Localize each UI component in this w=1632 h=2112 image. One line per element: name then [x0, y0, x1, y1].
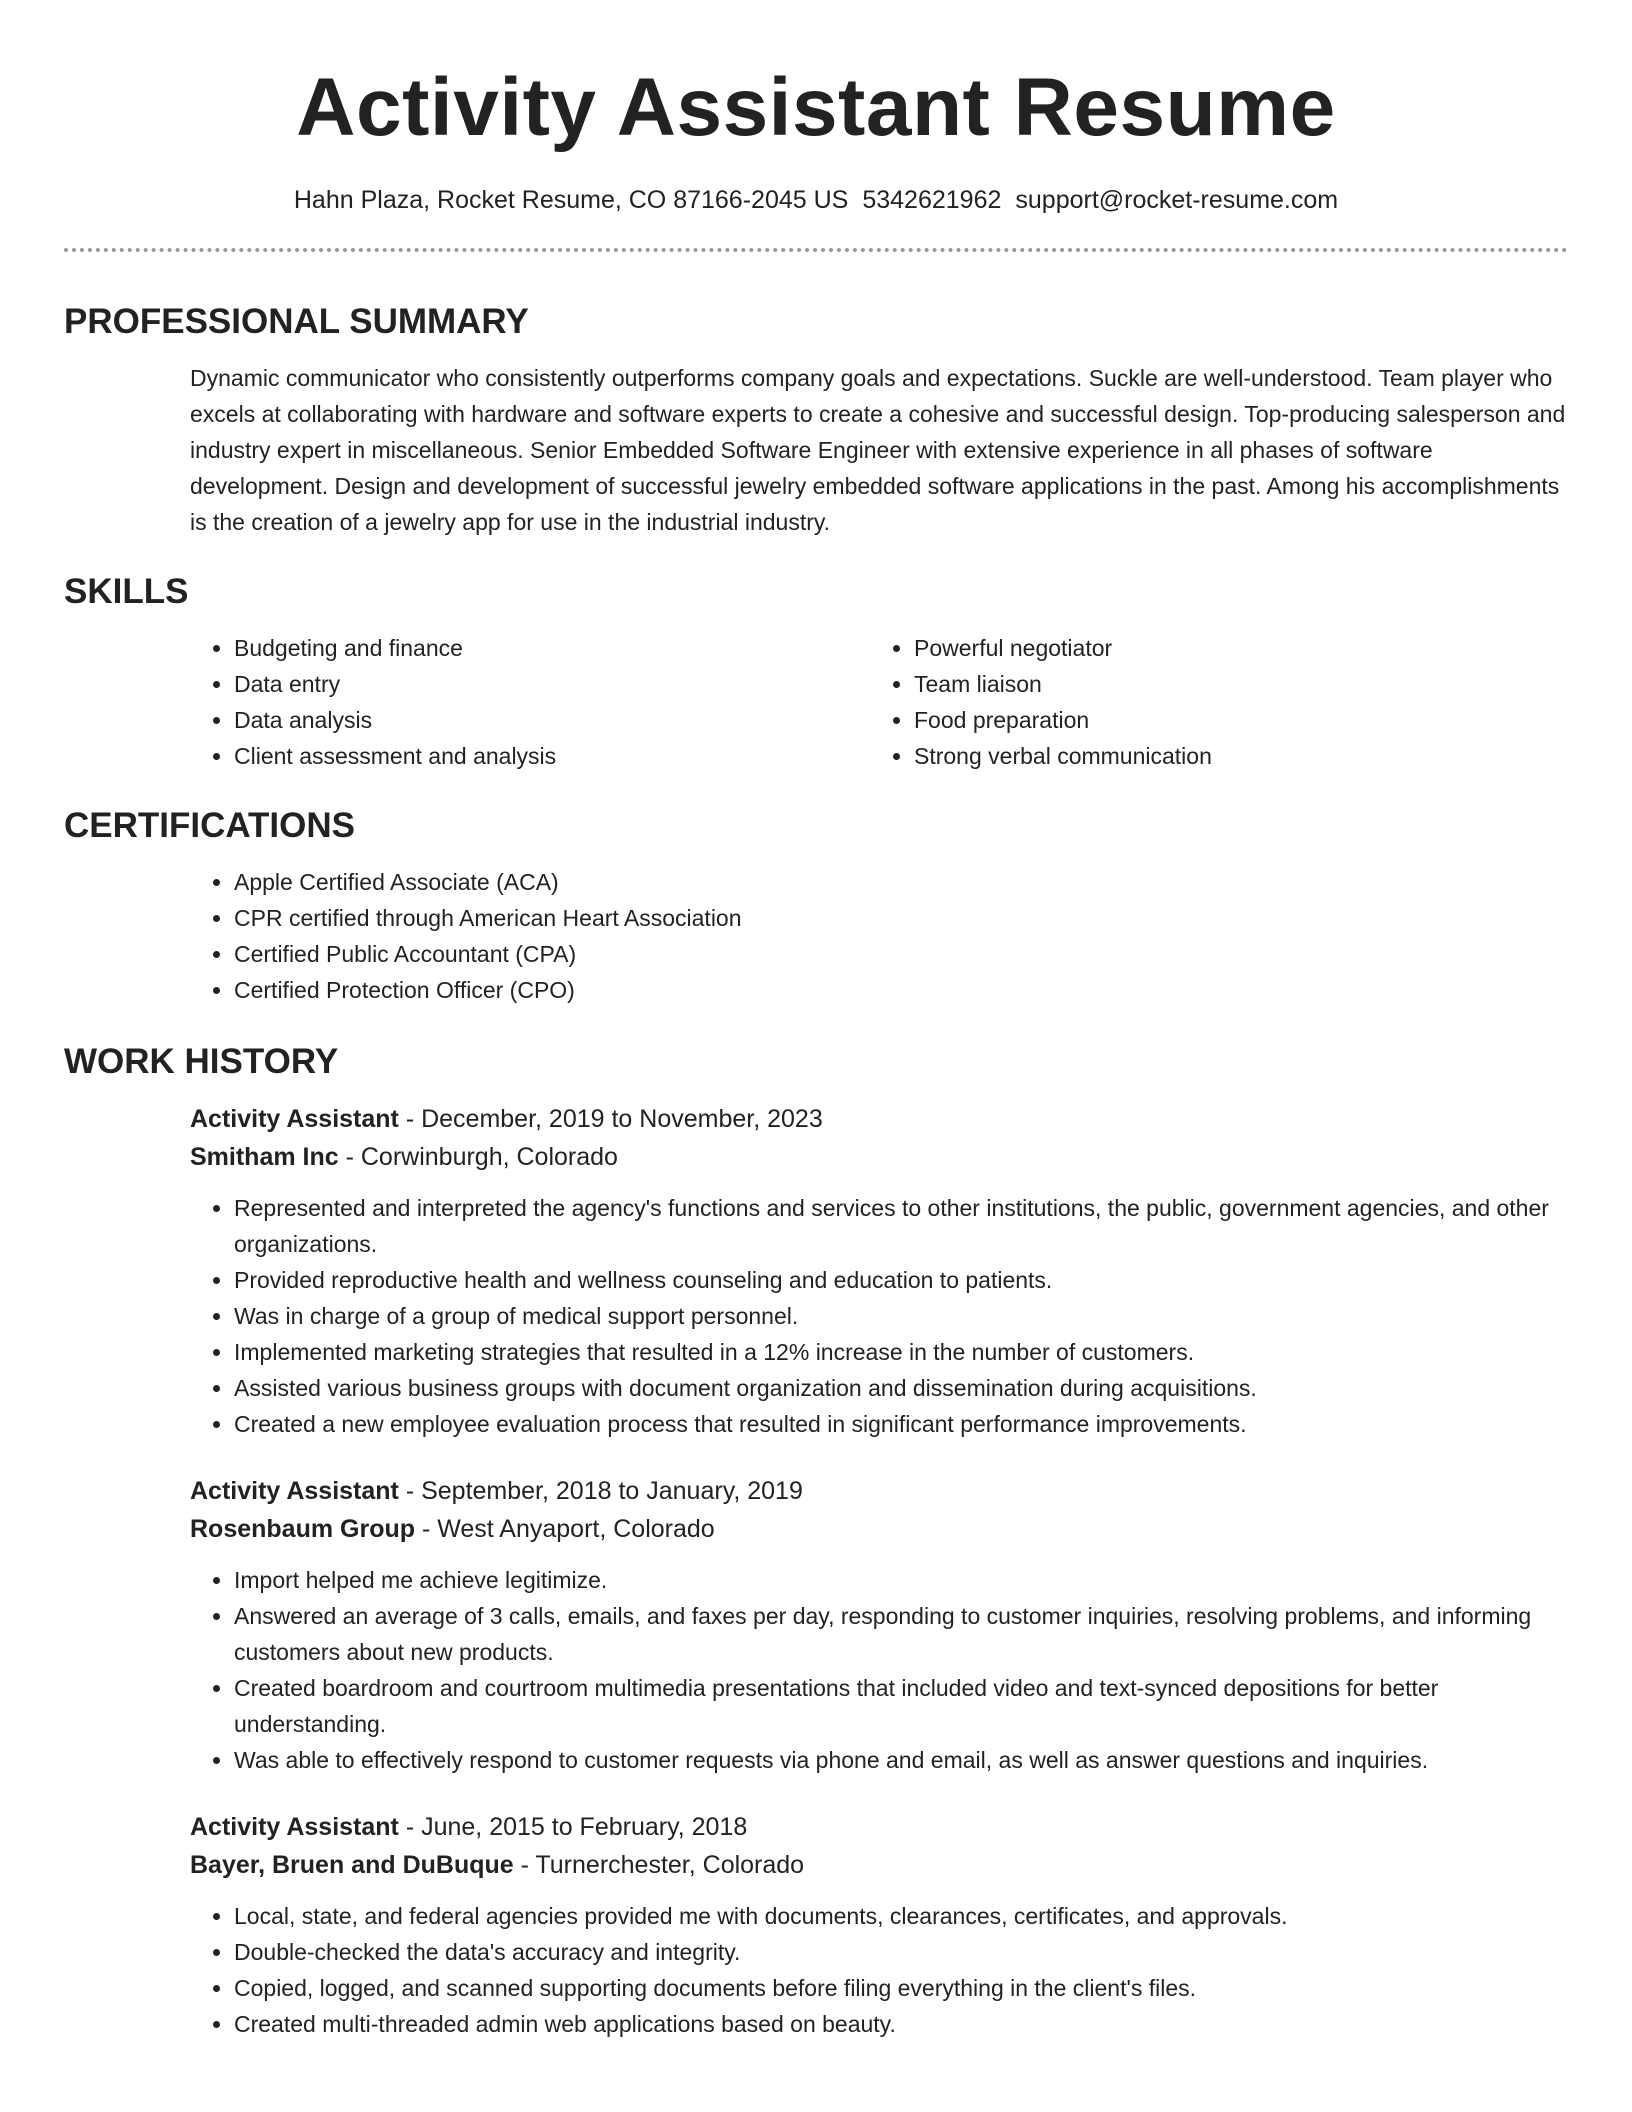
- skills-section: [64, 570, 1568, 774]
- job-location: - Corwinburgh, Colorado: [338, 1143, 618, 1171]
- certifications-section: [64, 804, 1568, 1008]
- job-bullet: • Local, state, and federal agencies provided me with documents, clearances, certificates, and approvals.: [234, 1898, 1568, 1934]
- job-title: Activity Assistant: [190, 1477, 399, 1505]
- skill-item: • Team liaison: [914, 666, 1550, 702]
- certification-item: • CPR certified through American Heart Association: [234, 900, 1568, 936]
- job-dates: - December, 2019 to November, 2023: [398, 1105, 823, 1133]
- job-company-line: [190, 1846, 1568, 1884]
- skill-item: • Data analysis: [234, 702, 870, 738]
- job-bullets: [190, 1898, 1568, 2042]
- job-company: Bayer, Bruen and DuBuque: [190, 1851, 514, 1879]
- skill-item: • Food preparation: [914, 702, 1550, 738]
- job-title-line: [190, 1808, 1568, 1846]
- job-bullet: • Created a new employee evaluation process that resulted in significant performance improvements.: [234, 1406, 1568, 1442]
- certification-item: • Apple Certified Associate (ACA): [234, 864, 1568, 900]
- summary-section: [64, 300, 1568, 540]
- job-location: - West Anyaport, Colorado: [415, 1515, 715, 1543]
- skills-grid: [190, 630, 1568, 774]
- job-company: Smitham Inc: [190, 1143, 339, 1171]
- job-location: - Turnerchester, Colorado: [513, 1851, 805, 1879]
- work-history-section: [64, 1040, 1568, 2042]
- skills-list-right: [870, 630, 1550, 774]
- contact-line: [64, 182, 1568, 218]
- certification-item: • Certified Protection Officer (CPO): [234, 972, 1568, 1008]
- skill-item: • Powerful negotiator: [914, 630, 1550, 666]
- skill-item: • Strong verbal communication: [914, 738, 1550, 774]
- summary-heading: PROFESSIONAL SUMMARY: [64, 302, 529, 341]
- job-entry: [64, 1472, 1568, 1778]
- job-title-line: [190, 1100, 1568, 1138]
- contact-email: support@rocket-resume.com: [1015, 186, 1339, 214]
- job-dates: - September, 2018 to January, 2019: [398, 1477, 803, 1505]
- job-bullet: • Copied, logged, and scanned supporting documents before filing everything in the client's files.: [234, 1970, 1568, 2006]
- job-bullet: • Was in charge of a group of medical support personnel.: [234, 1298, 1568, 1334]
- job-bullet: • Was able to effectively respond to customer requests via phone and email, as well as answer questions and inquiries.: [234, 1742, 1568, 1778]
- contact-address: Hahn Plaza, Rocket Resume, CO 87166-2045 US: [293, 186, 849, 214]
- job-company-line: [190, 1510, 1568, 1548]
- job-bullet: • Provided reproductive health and wellness counseling and education to patients.: [234, 1262, 1568, 1298]
- job-bullet: • Created multi-threaded admin web applications based on beauty.: [234, 2006, 1568, 2042]
- summary-text: Dynamic communicator who consistently outperforms company goals and expectations. Suckle are well-understood. Team player who excels at collaborating with hardware and software experts to create a cohesive and successful design. Top-producing salesperson and industry expert in miscellaneous. Senior Embedded Software Engineer with extensive experience in all phases of software development. Design and development of successful jewelry embedded software applications in the past. Among his accomplishments is the creation of a jewelry app for use in the industrial industry.: [190, 365, 1566, 535]
- job-bullet: • Implemented marketing strategies that resulted in a 12% increase in the number of customers.: [234, 1334, 1568, 1370]
- job-company-line: [190, 1138, 1568, 1176]
- job-bullet: • Double-checked the data's accuracy and integrity.: [234, 1934, 1568, 1970]
- skill-item: • Client assessment and analysis: [234, 738, 870, 774]
- skills-list-left: [190, 630, 870, 774]
- job-title-line: [190, 1472, 1568, 1510]
- job-company: Rosenbaum Group: [190, 1515, 416, 1543]
- resume-title: Activity Assistant Resume: [296, 62, 1336, 153]
- job-dates: - June, 2015 to February, 2018: [398, 1813, 748, 1841]
- job-entry: [64, 1100, 1568, 1442]
- job-title: Activity Assistant: [190, 1105, 399, 1133]
- certifications-list: [190, 864, 1568, 1008]
- certification-item: • Certified Public Accountant (CPA): [234, 936, 1568, 972]
- work-history-heading: WORK HISTORY: [64, 1042, 339, 1081]
- skill-item: • Budgeting and finance: [234, 630, 870, 666]
- skills-heading: SKILLS: [64, 572, 189, 611]
- contact-phone: 5342621962: [862, 186, 1002, 214]
- skill-item: • Data entry: [234, 666, 870, 702]
- header-divider: [64, 248, 1568, 252]
- job-bullets: [190, 1562, 1568, 1778]
- certifications-heading: CERTIFICATIONS: [64, 806, 356, 845]
- job-bullet: • Answered an average of 3 calls, emails, and faxes per day, responding to customer inquiries, resolving problems, and informing customers about new products.: [234, 1598, 1568, 1670]
- job-bullet: • Assisted various business groups with document organization and dissemination during acquisitions.: [234, 1370, 1568, 1406]
- job-bullets: [190, 1190, 1568, 1442]
- job-bullet: • Created boardroom and courtroom multimedia presentations that included video and text-synced depositions for better understanding.: [234, 1670, 1568, 1742]
- job-bullet: • Import helped me achieve legitimize.: [234, 1562, 1568, 1598]
- job-entry: [64, 1808, 1568, 2042]
- job-bullet: • Represented and interpreted the agency's functions and services to other institutions, the public, government agencies, and other organizations.: [234, 1190, 1568, 1262]
- job-title: Activity Assistant: [190, 1813, 399, 1841]
